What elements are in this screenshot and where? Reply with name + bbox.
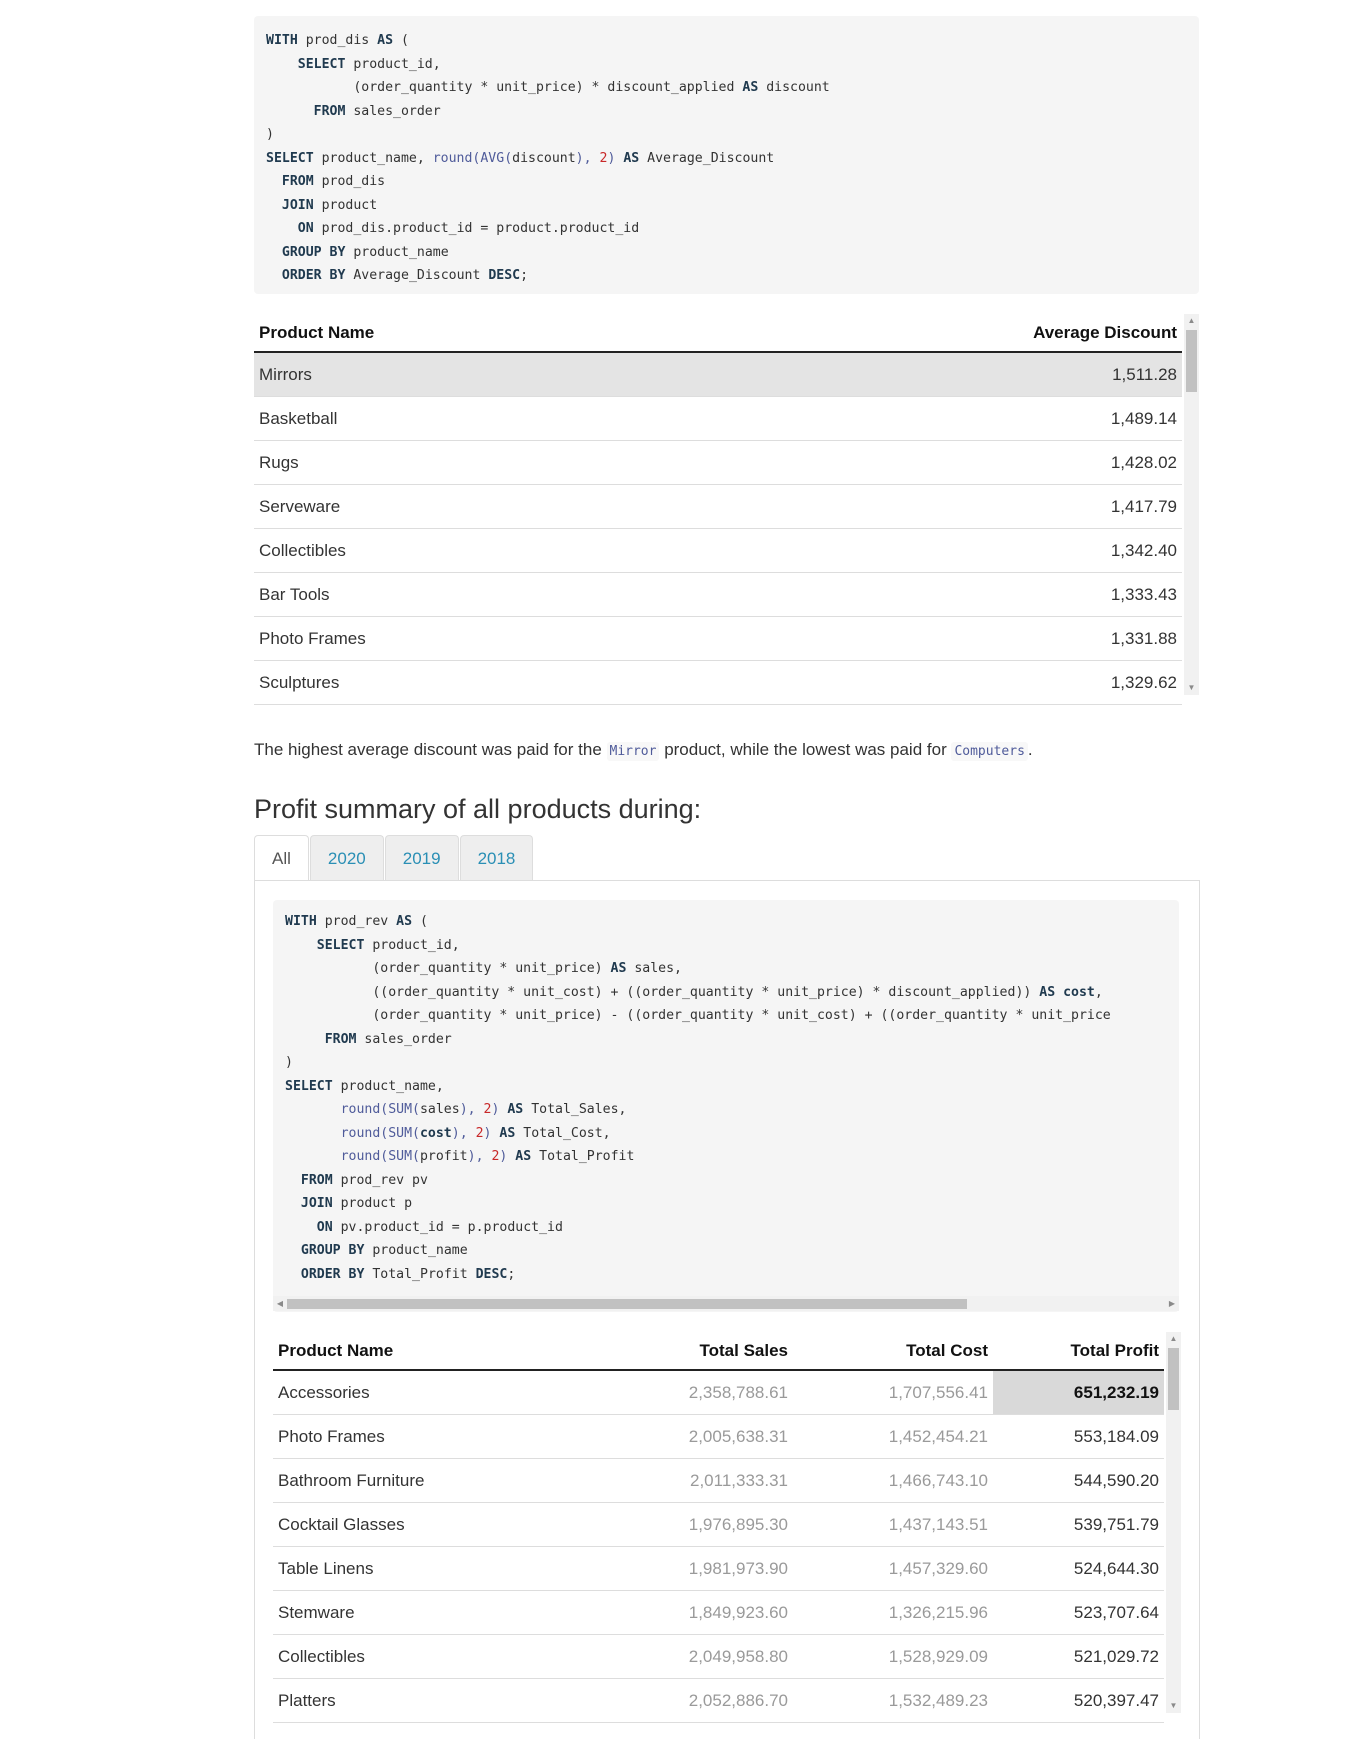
cell-average-discount: 1,489.14 (670, 397, 1182, 441)
code-text (266, 174, 282, 189)
cell-product-name: Mirrors (254, 352, 670, 397)
code-text (285, 1102, 341, 1117)
note-text-1: The highest average discount was paid for the (254, 740, 607, 759)
code-function: ), (575, 150, 600, 166)
code-number: 2 (483, 1102, 492, 1117)
code-line (266, 53, 1187, 77)
scroll-down-icon[interactable]: ▼ (1187, 683, 1196, 692)
table-row[interactable] (254, 529, 1182, 573)
code-line (285, 1098, 1167, 1122)
cell-total-cost: 1,466,743.10 (793, 1459, 993, 1503)
cell-product-name: Table Linens (273, 1547, 603, 1591)
code-text: product_id, (345, 56, 441, 72)
code-keyword: GROUP BY (281, 244, 346, 260)
code-text: prod_rev pv (332, 1172, 428, 1188)
code-text (285, 1220, 317, 1235)
column-header-total-cost[interactable]: Total Cost (793, 1332, 993, 1370)
code-keyword: cost (419, 1125, 452, 1141)
table2-vertical-scrollbar[interactable] (1166, 1332, 1181, 1713)
code-line (266, 29, 1187, 53)
cell-product-name: Accessories (273, 1370, 603, 1415)
code-text: product_name, (332, 1078, 444, 1094)
scroll-up-icon[interactable]: ▲ (1169, 1334, 1178, 1343)
scrollbar-thumb[interactable] (287, 1299, 967, 1309)
cell-total-cost: 1,452,454.21 (793, 1415, 993, 1459)
cell-average-discount: 1,428.02 (670, 441, 1182, 485)
code-keyword: AS (742, 80, 759, 95)
code-function: round(AVG( (432, 150, 513, 166)
code-keyword: ON (316, 1219, 333, 1235)
code-line (285, 1075, 1167, 1099)
code-text: sales_order (356, 1031, 452, 1047)
tab-2020[interactable]: 2020 (310, 835, 384, 881)
code-keyword: DESC (475, 1266, 508, 1282)
cell-product-name: Cocktail Glasses (273, 1503, 603, 1547)
cell-product-name: Stemware (273, 1591, 603, 1635)
sql-code-block-average-discount (254, 16, 1199, 294)
code-text: ) (266, 127, 274, 142)
table-row[interactable] (273, 1503, 1164, 1547)
scroll-down-icon[interactable]: ▼ (1169, 1701, 1178, 1710)
cell-product-name: Photo Frames (273, 1415, 603, 1459)
cell-total-profit: 521,029.72 (993, 1635, 1164, 1679)
table-row[interactable] (254, 485, 1182, 529)
code-keyword: JOIN (281, 197, 314, 213)
code-number: 2 (491, 1149, 500, 1164)
code-text: prod_rev (316, 914, 397, 929)
code-keyword: FROM (300, 1172, 333, 1188)
cell-product-name: Photo Frames (254, 617, 670, 661)
code-text (266, 104, 314, 119)
table-row[interactable] (273, 1370, 1164, 1415)
code-function: ) (499, 1149, 516, 1164)
cell-product-name: Platters (273, 1679, 603, 1723)
code-text (285, 938, 317, 953)
profit-table-wrapper (273, 1332, 1164, 1723)
cell-product-name: Bar Tools (254, 573, 670, 617)
cell-total-cost: 1,457,329.60 (793, 1547, 993, 1591)
cell-total-cost: 1,437,143.51 (793, 1503, 993, 1547)
code-line (285, 1004, 1167, 1028)
code-text: profit (419, 1149, 468, 1164)
code-keyword: ORDER BY (281, 268, 346, 283)
cell-product-name: Basketball (254, 397, 670, 441)
cell-product-name: Bathroom Furniture (273, 1459, 603, 1503)
cell-total-sales: 2,011,333.31 (603, 1459, 793, 1503)
code-text: ((order_quantity * unit_cost) + ((order_quantity * unit_price) * discount_applied)) (285, 984, 1040, 1000)
code-text: discount (512, 150, 576, 166)
table1-vertical-scrollbar[interactable] (1184, 314, 1199, 695)
code-text (266, 268, 282, 283)
table-row[interactable] (273, 1547, 1164, 1591)
code-text: Total_Profit (531, 1149, 635, 1164)
code-line (285, 1216, 1167, 1240)
profit-summary-table (273, 1332, 1164, 1723)
code-text (285, 1126, 341, 1141)
code-keyword: SELECT (297, 56, 346, 72)
cell-total-sales: 1,981,973.90 (603, 1547, 793, 1591)
code-text: prod_dis (297, 33, 378, 48)
cell-total-sales: 1,849,923.60 (603, 1591, 793, 1635)
scroll-right-icon[interactable]: ▶ (1168, 1299, 1176, 1308)
column-header-total-sales[interactable]: Total Sales (603, 1332, 793, 1370)
code-keyword: AS (396, 914, 413, 929)
cell-product-name: Sculptures (254, 661, 670, 705)
table-row[interactable] (254, 617, 1182, 661)
code-keyword: FROM (313, 103, 346, 119)
profit-summary-heading: Profit summary of all products during: (254, 794, 702, 824)
code-function: round(SUM( (340, 1102, 420, 1117)
year-tabs (254, 835, 534, 881)
code-function: ) (491, 1102, 508, 1117)
code-line (266, 76, 1187, 100)
inline-code-computers: Computers (951, 742, 1027, 761)
cell-average-discount: 1,511.28 (670, 352, 1182, 397)
tab-all[interactable]: All (254, 835, 309, 881)
average-discount-table (254, 314, 1182, 705)
code-line (285, 1239, 1167, 1263)
code-keyword: SELECT (316, 937, 365, 953)
code-text: prod_dis (313, 174, 386, 189)
average-discount-table-wrapper (254, 314, 1182, 705)
code-line (285, 1192, 1167, 1216)
cell-total-cost: 1,532,489.23 (793, 1679, 993, 1723)
cell-average-discount: 1,329.62 (670, 661, 1182, 705)
code-text: (order_quantity * unit_price) - ((order_quantity * unit_cost) + ((order_quantity * unit_price (285, 1008, 1111, 1023)
code-text: product (313, 197, 378, 213)
code-line (266, 100, 1187, 124)
code-line (285, 1122, 1167, 1146)
code-keyword: JOIN (300, 1196, 333, 1211)
code-text: (order_quantity * unit_price) * discount_applied (266, 80, 743, 95)
code-line (285, 1263, 1167, 1287)
code-keyword: AS (499, 1125, 516, 1141)
table-row[interactable] (254, 573, 1182, 617)
cell-product-name: Collectibles (254, 529, 670, 573)
code-text (285, 1032, 325, 1047)
cell-total-sales: 2,005,638.31 (603, 1415, 793, 1459)
code-text (266, 221, 298, 236)
code-text: product_name, (313, 150, 433, 166)
table-row[interactable] (273, 1635, 1164, 1679)
code-text: sales, (626, 961, 682, 976)
code-text (266, 245, 282, 260)
table-header-row (273, 1332, 1164, 1370)
code-line (266, 217, 1187, 241)
code-line (285, 934, 1167, 958)
code-keyword: AS (507, 1102, 524, 1117)
code-horizontal-scrollbar[interactable] (273, 1296, 1179, 1311)
code-function: round(SUM( (340, 1125, 420, 1141)
tab-2018[interactable]: 2018 (460, 835, 534, 881)
table-row[interactable] (273, 1459, 1164, 1503)
code-line (266, 194, 1187, 218)
cell-total-sales: 2,049,958.80 (603, 1635, 793, 1679)
cell-product-name: Rugs (254, 441, 670, 485)
column-header-average-discount[interactable]: Average Discount (670, 314, 1182, 352)
code-number: 2 (599, 150, 608, 166)
code-line (266, 123, 1187, 147)
code-keyword: ORDER BY (300, 1266, 365, 1282)
table-row[interactable] (254, 397, 1182, 441)
code-text: product_name (345, 244, 449, 260)
scroll-up-icon[interactable]: ▲ (1187, 316, 1196, 325)
tab-2019[interactable]: 2019 (385, 835, 459, 881)
cell-average-discount: 1,342.40 (670, 529, 1182, 573)
code-keyword: WITH (285, 914, 317, 929)
code-keyword: SELECT (285, 1078, 333, 1094)
cell-average-discount: 1,333.43 (670, 573, 1182, 617)
code-text: Total_Profit (364, 1266, 476, 1282)
code-function: ), (451, 1125, 476, 1141)
code-text: pv.product_id = p.product_id (332, 1219, 563, 1235)
code-text: ) (285, 1055, 293, 1070)
scroll-left-icon[interactable]: ◀ (276, 1299, 284, 1308)
code-text: ; (507, 1266, 516, 1282)
code-keyword: AS (377, 33, 394, 48)
code-text (285, 1196, 301, 1211)
code-line (285, 1145, 1167, 1169)
code-line (285, 1051, 1167, 1075)
scrollbar-thumb[interactable] (1168, 1348, 1179, 1410)
column-header-product-name[interactable]: Product Name (273, 1332, 603, 1370)
table-row[interactable] (273, 1591, 1164, 1635)
cell-average-discount: 1,331.88 (670, 617, 1182, 661)
code-keyword: SELECT (266, 150, 314, 166)
code-text: ; (520, 268, 529, 283)
code-text: , (1094, 984, 1103, 1000)
code-text: prod_dis.product_id = product.product_id (313, 221, 640, 236)
code-text: discount (758, 80, 830, 95)
cell-total-profit: 539,751.79 (993, 1503, 1164, 1547)
code-line (266, 170, 1187, 194)
code-text: product_name (364, 1243, 468, 1258)
code-text: sales (419, 1102, 460, 1117)
scrollbar-thumb[interactable] (1186, 330, 1197, 392)
cell-product-name: Collectibles (273, 1635, 603, 1679)
note-text-2: product, while the lowest was paid for (659, 740, 952, 759)
code-function: round(SUM( (340, 1149, 420, 1164)
table-header-row (254, 314, 1182, 352)
code-line (266, 241, 1187, 265)
cell-total-profit: 544,590.20 (993, 1459, 1164, 1503)
code-number: 2 (475, 1125, 484, 1141)
code-text: ( (412, 914, 428, 929)
code-keyword: AS cost (1039, 984, 1095, 1000)
cell-total-sales: 2,358,788.61 (603, 1370, 793, 1415)
table-row[interactable] (254, 661, 1182, 705)
code-line (285, 957, 1167, 981)
cell-average-discount: 1,417.79 (670, 485, 1182, 529)
cell-total-profit: 520,397.47 (993, 1679, 1164, 1723)
code-keyword: AS (515, 1149, 532, 1164)
cell-total-profit: 651,232.19 (993, 1370, 1164, 1415)
cell-product-name: Serveware (254, 485, 670, 529)
code-keyword: ON (297, 221, 314, 236)
table-row[interactable] (254, 352, 1182, 397)
code-keyword: AS (610, 961, 627, 976)
code-line (285, 910, 1167, 934)
cell-total-sales: 2,052,886.70 (603, 1679, 793, 1723)
table-row[interactable] (273, 1679, 1164, 1723)
code-keyword: FROM (281, 174, 314, 189)
table-row[interactable] (254, 441, 1182, 485)
cell-total-profit: 524,644.30 (993, 1547, 1164, 1591)
code-text: (order_quantity * unit_price) (285, 961, 611, 976)
cell-total-cost: 1,528,929.09 (793, 1635, 993, 1679)
code-line (285, 1028, 1167, 1052)
code-text: Total_Cost, (515, 1125, 611, 1141)
code-function: ) (607, 150, 624, 166)
code-function: ), (459, 1102, 484, 1117)
discount-summary-text (254, 740, 1199, 760)
code-function: ) (483, 1125, 500, 1141)
code-text: Average_Discount (639, 150, 775, 166)
code-text (266, 57, 298, 72)
code-keyword: DESC (488, 268, 521, 283)
code-keyword: WITH (266, 33, 298, 48)
cell-total-sales: 1,976,895.30 (603, 1503, 793, 1547)
cell-total-profit: 553,184.09 (993, 1415, 1164, 1459)
inline-code-mirror: Mirror (607, 742, 660, 761)
code-text: product_id, (364, 937, 460, 953)
code-text (266, 198, 282, 213)
code-line (266, 264, 1187, 288)
code-function: ), (467, 1149, 492, 1164)
code-text (285, 1173, 301, 1188)
code-text: ( (393, 33, 409, 48)
code-line (285, 1169, 1167, 1193)
column-header-product-name[interactable]: Product Name (254, 314, 670, 352)
code-line (285, 981, 1167, 1005)
code-text (285, 1267, 301, 1282)
code-text: sales_order (345, 103, 441, 119)
sql-code-block-profit-summary (273, 900, 1179, 1312)
code-text: Average_Discount (345, 268, 489, 283)
code-text (285, 1243, 301, 1258)
code-text: product p (332, 1196, 413, 1211)
code-text: Total_Sales, (523, 1102, 627, 1117)
cell-total-cost: 1,326,215.96 (793, 1591, 993, 1635)
code-text (285, 1149, 341, 1164)
column-header-total-profit[interactable]: Total Profit (993, 1332, 1164, 1370)
code-line (266, 147, 1187, 171)
code-keyword: AS (623, 150, 640, 166)
code-keyword: FROM (324, 1031, 357, 1047)
note-text-3: . (1027, 740, 1033, 759)
code-keyword: GROUP BY (300, 1243, 365, 1258)
cell-total-profit: 523,707.64 (993, 1591, 1164, 1635)
cell-total-cost: 1,707,556.41 (793, 1370, 993, 1415)
table-row[interactable] (273, 1415, 1164, 1459)
